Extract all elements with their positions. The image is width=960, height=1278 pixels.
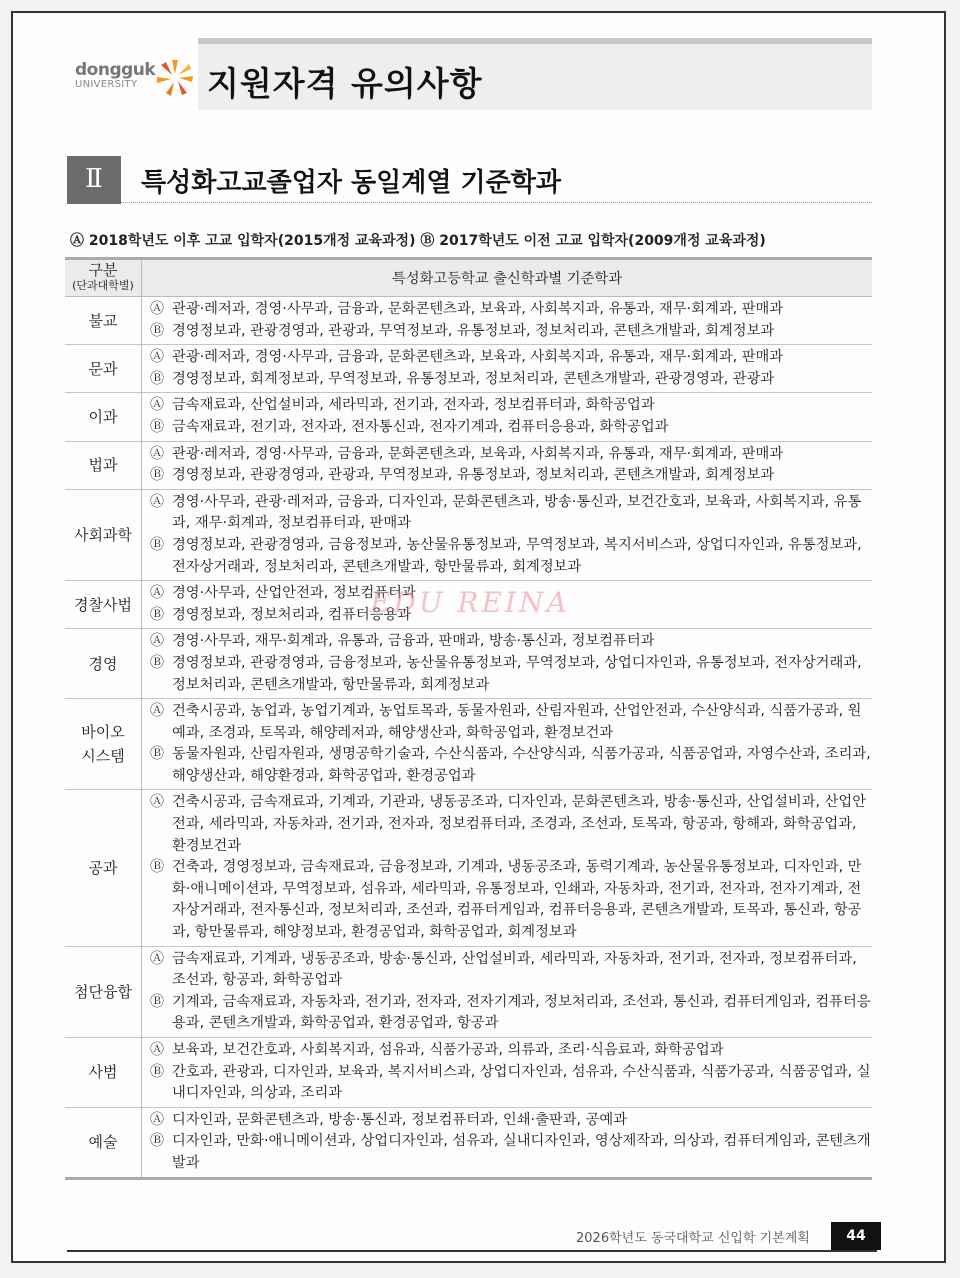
curriculum-b-line <box>150 535 872 578</box>
college-name: 공과 <box>65 790 142 946</box>
logo-subtitle: UNIVERSITY <box>75 79 138 90</box>
section-divider <box>121 202 872 203</box>
circled-a-marker: Ⓐ <box>150 301 164 317</box>
department-names: 경영정보과, 관광경영과, 금융정보과, 농산물유통정보과, 무역정보과, 복지서비스과, 상업디자인과, 유통정보과, 전자상거래과, 정보처리과, 콘텐츠개발과, 항만물류과, 회계정보과 <box>172 536 862 575</box>
table-row <box>65 946 872 1037</box>
circled-b-marker: Ⓑ <box>150 322 164 339</box>
logo-wordmark: dongguk <box>75 60 156 80</box>
college-name: 사회과학 <box>65 489 142 580</box>
department-names: 건축과, 경영정보과, 금속재료과, 금융정보과, 기계과, 냉동공조과, 동력기계과, 농산물유통정보과, 디자인과, 만화·애니메이션과, 무역정보과, 섬유과, 세라믹과, 유통정보과, 인쇄과, 자동차과, 전기과, 전자과, 전자기계과, 전자상거래과, 전자통신과, 정보처리과, 조선과, 컴퓨터게임과, 컴퓨터응용과, 콘텐츠개발과, 토목과, 통신과, 항공과, 항만물류과, 해양정보과, 환경공업과, 화학공업과, 회계정보과 <box>172 859 862 941</box>
circled-a-marker: Ⓐ <box>150 349 164 366</box>
header-division-label: 구분 <box>88 261 118 279</box>
circled-a-marker: Ⓐ <box>150 703 164 720</box>
circled-b-marker: Ⓑ <box>150 536 164 553</box>
table-row <box>65 790 872 946</box>
curriculum-a-line <box>150 1110 872 1132</box>
department-names: 경영·사무과, 관광·레저과, 금융과, 디자인과, 문화콘텐츠과, 방송·통신과, 보건간호과, 보육과, 사회복지과, 유통과, 재무·회계과, 정보컴퓨터과, 판매과 <box>172 493 862 532</box>
department-names: 금속재료과, 기계과, 냉동공조과, 방송·통신과, 산업설비과, 세라믹과, 자동차과, 전기과, 전자과, 정보컴퓨터과, 조선과, 항공과, 화학공업과 <box>172 950 857 989</box>
college-name: 문과 <box>65 345 142 393</box>
table-row <box>65 1107 872 1178</box>
department-names: 경영정보과, 관광경영과, 관광과, 무역정보과, 유통정보과, 정보처리과, 콘텐츠개발과, 회계정보과 <box>172 467 775 484</box>
circled-b-marker: Ⓑ <box>150 746 164 763</box>
department-list <box>142 1038 873 1108</box>
table-header-row <box>65 259 872 297</box>
curriculum-b-line <box>150 1131 872 1174</box>
curriculum-a-line <box>150 299 872 321</box>
table-row <box>65 1038 872 1108</box>
curriculum-a-line <box>150 492 872 535</box>
department-names: 관광·레저과, 경영·사무과, 금융과, 문화콘텐츠과, 보육과, 사회복지과, 유통과, 재무·회계과, 판매과 <box>172 349 784 366</box>
college-name: 첨단융합 <box>65 946 142 1037</box>
college-name: 경찰사법 <box>65 581 142 629</box>
curriculum-b-line <box>150 321 872 343</box>
footer-text: 2026학년도 동국대학교 신입학 기본계획 <box>576 1231 810 1246</box>
curriculum-b-line <box>150 857 872 943</box>
curriculum-a-line <box>150 1040 872 1062</box>
department-list <box>142 441 873 489</box>
header-division-sub: (단과대학별) <box>72 279 134 292</box>
department-names: 경영정보과, 관광경영과, 금융정보과, 농산물유통정보과, 무역정보과, 상업디자인과, 유통정보과, 전자상거래과, 정보처리과, 콘텐츠개발과, 항만물류과, 회계정보과 <box>172 654 862 693</box>
circled-b-marker: Ⓑ <box>150 1063 164 1080</box>
circled-a-marker: Ⓐ <box>150 1042 164 1058</box>
department-names: 기계과, 금속재료과, 자동차과, 전기과, 전자과, 전자기계과, 정보처리과, 조선과, 통신과, 컴퓨터게임과, 컴퓨터응용과, 콘텐츠개발과, 화학공업과, 환경공업과, 항공과 <box>172 993 871 1032</box>
circled-b-marker: Ⓑ <box>150 370 164 387</box>
department-names: 경영·사무과, 산업안전과, 정보컴퓨터과 <box>172 585 416 602</box>
curriculum-b-line <box>150 465 872 487</box>
circled-b-marker: Ⓑ <box>150 654 164 671</box>
college-name: 사범 <box>65 1038 142 1108</box>
department-list <box>142 393 873 441</box>
lotus-burst-icon <box>155 58 195 98</box>
section-number-badge: Ⅱ <box>67 156 121 204</box>
page-title: 지원자격 유의사항 <box>207 64 483 103</box>
curriculum-a-line <box>150 631 872 653</box>
department-names: 경영정보과, 정보처리과, 컴퓨터응용과 <box>172 606 412 623</box>
curriculum-a-line <box>150 701 872 744</box>
table-row <box>65 629 872 699</box>
circled-a-marker: Ⓐ <box>150 445 164 462</box>
circled-a-marker: Ⓐ <box>150 794 164 811</box>
curriculum-a-line <box>150 395 872 417</box>
department-names: 건축시공과, 농업과, 농업기계과, 농업토목과, 동물자원과, 산림자원과, 산업안전과, 수산양식과, 식품가공과, 원예과, 조경과, 토목과, 해양레저과, 해양생산과, 화학공업과, 환경보건과 <box>172 703 862 741</box>
department-names: 관광·레저과, 경영·사무과, 금융과, 문화콘텐츠과, 보육과, 사회복지과, 유통과, 재무·회계과, 판매과 <box>172 301 784 317</box>
curriculum-b-line <box>150 369 872 391</box>
department-list <box>142 489 873 580</box>
department-list <box>142 345 873 393</box>
page-number: 44 <box>831 1222 881 1250</box>
circled-b-marker: Ⓑ <box>150 1133 164 1150</box>
curriculum-a-line <box>150 444 872 466</box>
table-row <box>65 345 872 393</box>
section-heading <box>67 156 872 204</box>
curriculum-a-line <box>150 347 872 369</box>
table-row <box>65 441 872 489</box>
department-list <box>142 790 873 946</box>
department-names: 금속재료과, 산업설비과, 세라믹과, 전기과, 전자과, 정보컴퓨터과, 화학공업과 <box>172 397 655 414</box>
circled-a-marker: Ⓐ <box>150 633 164 650</box>
circled-a-marker: Ⓐ <box>150 950 164 967</box>
department-names: 디자인과, 문화콘텐츠과, 방송·통신과, 정보컴퓨터과, 인쇄·출판과, 공예과 <box>172 1111 628 1128</box>
curriculum-legend: Ⓐ 2018학년도 이후 고교 입학자(2015개정 교육과정) Ⓑ 2017학년도 이전 고교 입학자(2009개정 교육과정) <box>70 233 766 249</box>
curriculum-b-line <box>150 417 872 439</box>
department-list <box>142 699 873 790</box>
curriculum-a-line <box>150 949 872 992</box>
curriculum-b-line <box>150 653 872 696</box>
department-names: 간호과, 관광과, 디자인과, 보육과, 복지서비스과, 상업디자인과, 섬유과, 수산식품과, 식품가공과, 식품공업과, 실내디자인과, 의상과, 조리과 <box>172 1063 871 1102</box>
circled-a-marker: Ⓐ <box>150 493 164 510</box>
department-names: 동물자원과, 산림자원과, 생명공학기술과, 수산식품과, 수산양식과, 식품가공과, 식품공업과, 자영수산과, 조리과, 해양생산과, 해양환경과, 화학공업과, 환경공업과 <box>172 746 871 784</box>
department-names: 관광·레저과, 경영·사무과, 금융과, 문화콘텐츠과, 보육과, 사회복지과, 유통과, 재무·회계과, 판매과 <box>172 445 784 462</box>
circled-b-marker: Ⓑ <box>150 606 164 623</box>
circled-b-marker: Ⓑ <box>150 859 164 876</box>
department-names: 경영·사무과, 재무·회계과, 유통과, 금융과, 판매과, 방송·통신과, 정보컴퓨터과 <box>172 633 655 650</box>
circled-b-marker: Ⓑ <box>150 467 164 484</box>
college-name: 불교 <box>65 297 142 345</box>
footer-divider <box>67 1250 877 1252</box>
table-row <box>65 297 872 345</box>
college-name: 법과 <box>65 441 142 489</box>
header-division <box>65 259 142 297</box>
department-names: 디자인과, 만화·애니메이션과, 상업디자인과, 섬유과, 실내디자인과, 영상제작과, 의상과, 컴퓨터게임과, 콘텐츠개발과 <box>172 1133 871 1171</box>
circled-a-marker: Ⓐ <box>150 1111 164 1128</box>
department-names: 금속재료과, 전기과, 전자과, 전자통신과, 전자기계과, 컴퓨터응용과, 화학공업과 <box>172 418 669 435</box>
circled-a-marker: Ⓐ <box>150 585 164 602</box>
header-departments: 특성화고등학교 출신학과별 기준학과 <box>142 259 873 297</box>
curriculum-b-line <box>150 992 872 1035</box>
table-row <box>65 393 872 441</box>
curriculum-b-line <box>150 744 872 787</box>
department-list <box>142 946 873 1037</box>
criteria-table <box>65 257 872 1180</box>
department-list <box>142 1107 873 1178</box>
department-list <box>142 629 873 699</box>
dongguk-logo <box>75 56 195 100</box>
watermark: EDU REINA <box>370 586 570 619</box>
circled-b-marker: Ⓑ <box>150 418 164 435</box>
curriculum-a-line <box>150 792 872 857</box>
college-name: 예술 <box>65 1107 142 1178</box>
department-names: 보육과, 보건간호과, 사회복지과, 섬유과, 식품가공과, 의류과, 조리·식음료과, 화학공업과 <box>172 1042 724 1058</box>
table-row <box>65 489 872 580</box>
table-row <box>65 699 872 790</box>
circled-a-marker: Ⓐ <box>150 397 164 414</box>
department-list <box>142 297 873 345</box>
department-names: 경영정보과, 관광경영과, 관광과, 무역정보과, 유통정보과, 정보처리과, 콘텐츠개발과, 회계정보과 <box>172 322 775 339</box>
college-name: 바이오 시스템 <box>65 699 142 790</box>
college-name: 경영 <box>65 629 142 699</box>
curriculum-b-line <box>150 1062 872 1105</box>
section-title: 특성화고교졸업자 동일계열 기준학과 <box>141 168 561 198</box>
circled-b-marker: Ⓑ <box>150 993 164 1010</box>
college-name: 이과 <box>65 393 142 441</box>
department-names: 건축시공과, 금속재료과, 기계과, 기관과, 냉동공조과, 디자인과, 문화콘텐츠과, 방송·통신과, 산업설비과, 산업안전과, 세라믹과, 자동차과, 전기과, 전자과, 정보컴퓨터과, 조경과, 조선과, 토목과, 항공과, 항해과, 화학공업과, 환경보건과 <box>172 794 867 854</box>
department-names: 경영정보과, 회계정보과, 무역정보과, 유통정보과, 정보처리과, 콘텐츠개발과, 관광경영과, 관광과 <box>172 370 775 387</box>
